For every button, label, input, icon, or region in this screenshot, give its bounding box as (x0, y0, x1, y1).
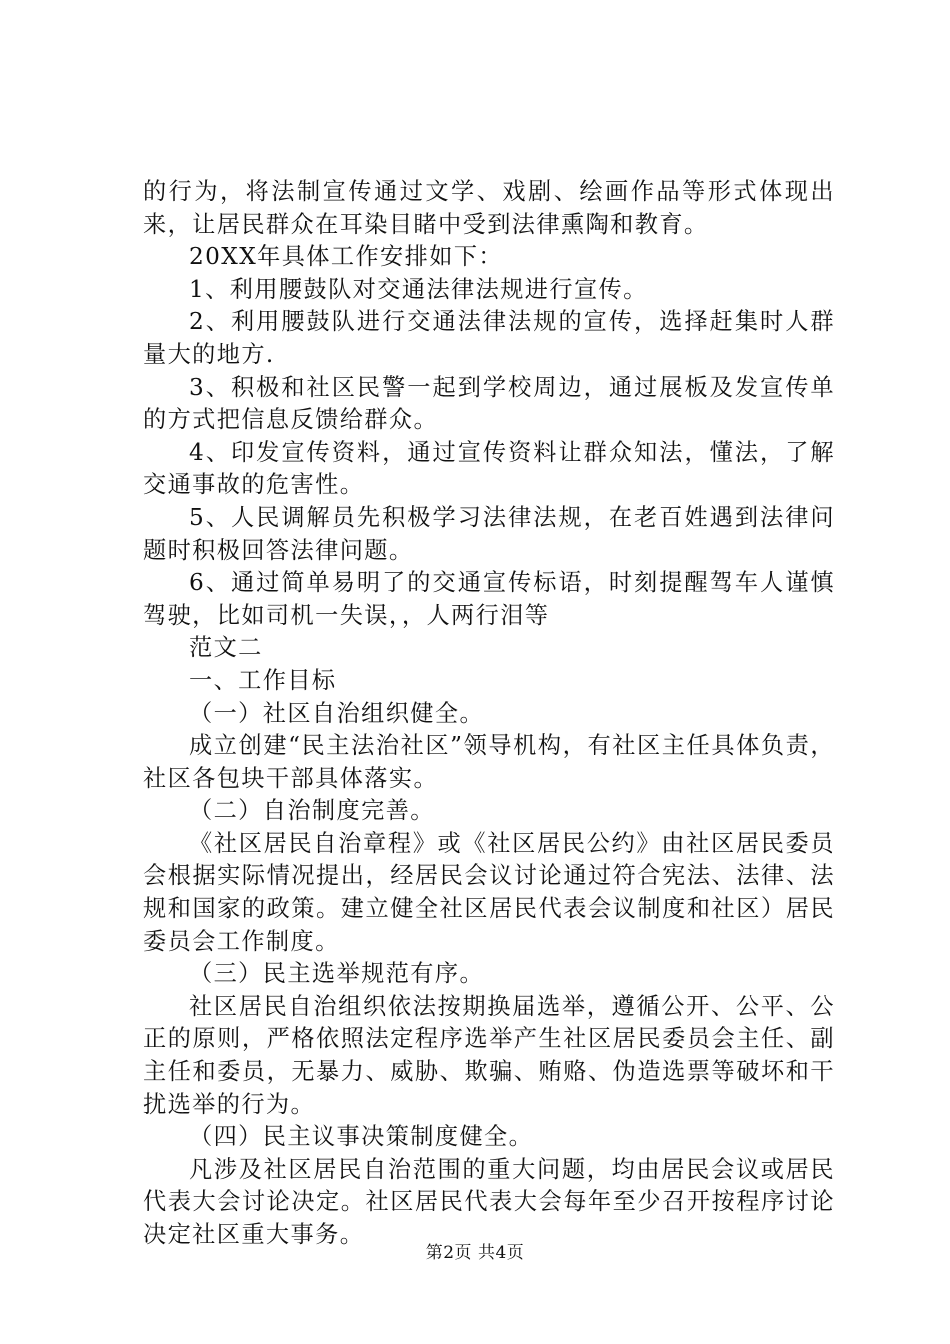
paragraph: 成立创建“民主法治社区”领导机构，有社区主任具体负责，社区各包块干部具体落实。 (143, 732, 835, 792)
paragraph: 《社区居民自治章程》或《社区居民公约》由社区居民委员会根据实际情况提出，经居民会议讨论通过符合宪法、法律、法规和国家的政策。建立健全社区居民代表会议制度和社区）居民委员会工作制度。 (143, 829, 835, 955)
paragraph: 20XX年具体工作安排如下： (189, 243, 503, 271)
section-heading: 范文二 (189, 634, 263, 662)
list-item: 6、通过简单易明了的交通宣传标语，时刻提醒驾车人谨慎驾驶，比如司机一失误，，人两行泪等 (143, 569, 835, 629)
list-item: 5、人民调解员先积极学习法律法规，在老百姓遇到法律问题时积极回答法律问题。 (143, 503, 835, 564)
paragraph: 社区居民自治组织依法按期换届选举，遵循公开、公平、公正的原则，严格依照法定程序选举产生社区居民委员会主任、副主任和委员，无暴力、威胁、欺骗、贿赂、伪造选票等破坏和干扰选举的行为。 (143, 992, 835, 1118)
section-heading: 一、工作目标 (189, 666, 337, 694)
subsection-heading: （一）社区自治组织健全。 (189, 699, 485, 727)
list-item: 1、利用腰鼓队对交通法律法规进行宣传。 (189, 275, 648, 303)
paragraph: 凡涉及社区居民自治范围的重大问题，均由居民会议或居民代表大会讨论决定。社区居民代表大会每年至少召开按程序讨论决定社区重大事务。 (143, 1155, 835, 1248)
list-item: 3、积极和社区民警一起到学校周边，通过展板及发宣传单的方式把信息反馈给群众。 (143, 373, 835, 434)
paragraph: 的行为，将法制宣传通过文学、戏剧、绘画作品等形式体现出来，让居民群众在耳染目睹中受到法律熏陶和教育。 (143, 178, 835, 238)
subsection-heading: （三）民主选举规范有序。 (189, 960, 485, 988)
subsection-heading: （二）自治制度完善。 (189, 797, 435, 825)
list-item: 2、利用腰鼓队进行交通法律法规的宣传，选择赶集时人群量大的地方. (143, 308, 835, 368)
subsection-heading: （四）民主议事决策制度健全。 (189, 1123, 534, 1151)
page-number: 第2页 共4页 (425, 1243, 525, 1263)
document-body (143, 176, 835, 1252)
list-item: 4、印发宣传资料，通过宣传资料让群众知法，懂法，了解交通事故的危害性。 (143, 438, 835, 499)
